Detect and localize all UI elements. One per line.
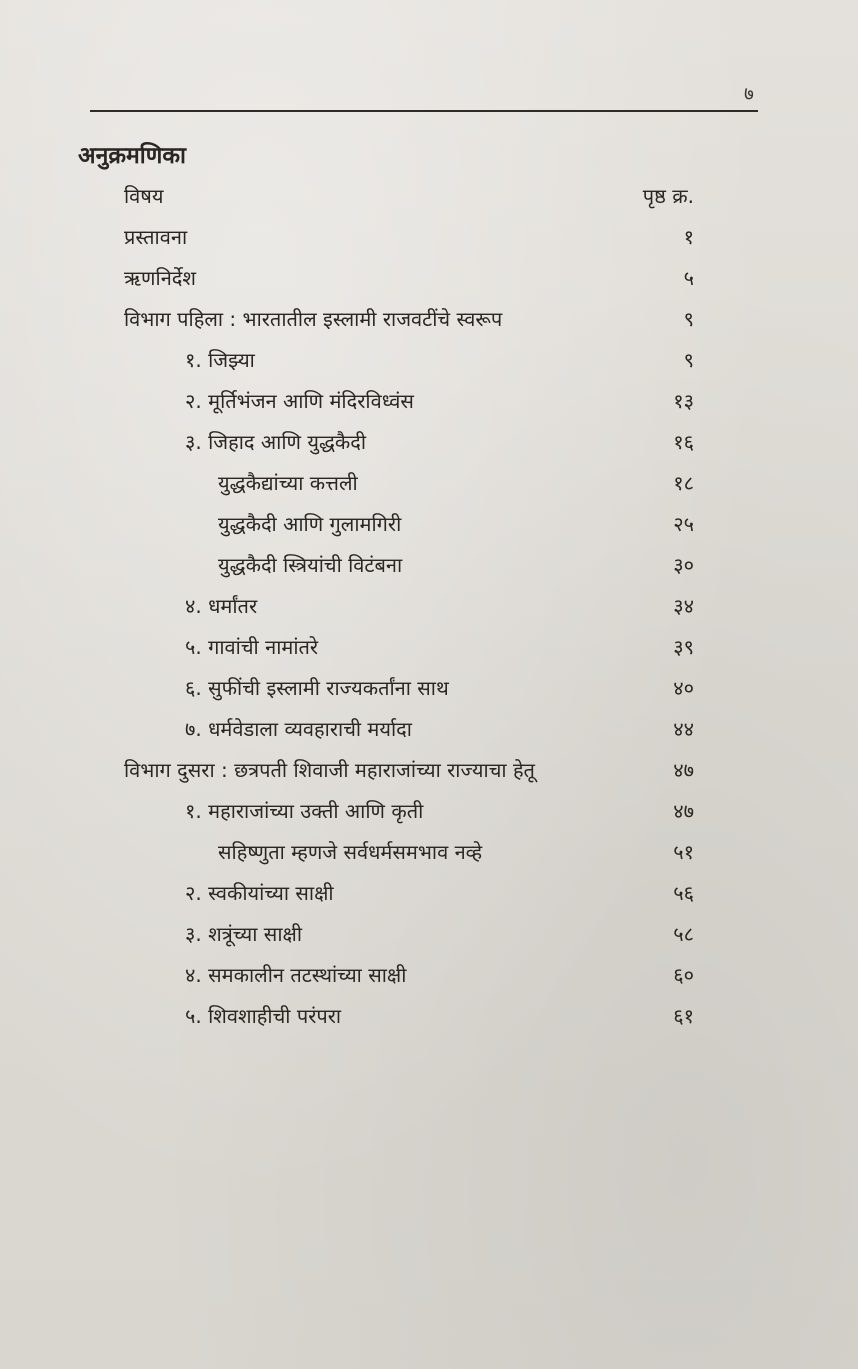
page-number: ७ [744,83,754,105]
toc-entry-label: ४. धर्मांतर [185,594,258,618]
toc-entry-label: १. जिझ्या [185,348,255,372]
toc-entry [0,914,858,955]
toc-entry-page: ४७ [673,799,694,823]
toc-entry-label: ३. जिहाद आणि युद्धकैदी [185,430,367,454]
toc-entry-page: ४४ [673,717,694,741]
toc-entry-page: ४७ [673,758,694,782]
header-rule [90,110,758,112]
toc-entry-page: ५ [683,266,694,290]
toc-entry-page: ६० [673,963,694,987]
toc-entry-label: ३. शत्रूंच्या साक्षी [185,922,303,946]
toc-entry-label: ४. समकालीन तटस्थांच्या साक्षी [185,963,407,987]
toc-entry-label: सहिष्णुता म्हणजे सर्वधर्मसमभाव नव्हे [218,840,483,864]
toc-entry-page: ५१ [673,840,694,864]
toc-entry [0,586,858,627]
toc-subentry [0,832,858,873]
toc-entry-label: प्रस्तावना [124,225,188,249]
table-of-contents [0,176,858,1037]
toc-entry-label: २. स्वकीयांच्या साक्षी [185,881,334,905]
toc-entry-label: ७. धर्मवेडाला व्यवहाराची मर्यादा [185,717,412,741]
toc-title: अनुक्रमणिका [78,143,186,169]
column-subject-label: विषय [124,184,164,208]
toc-entry-page: २५ [673,512,694,536]
toc-entry [0,668,858,709]
toc-entry [0,422,858,463]
toc-entry-label: ऋणनिर्देश [124,266,197,290]
toc-column-header [0,176,858,217]
toc-entry [0,381,858,422]
column-page-label: पृष्ठ क्र. [642,184,694,208]
toc-entry-page: ३९ [673,635,694,659]
toc-entry-page: ५६ [673,881,694,905]
toc-entry-label: विभाग दुसरा : छत्रपती शिवाजी महाराजांच्या राज्याचा हेतू [124,758,535,782]
toc-subentry [0,504,858,545]
toc-entry [0,340,858,381]
toc-entry-page: १ [683,225,694,249]
toc-entry-page: ६१ [673,1004,694,1028]
toc-entry [0,955,858,996]
toc-entry-page: १३ [673,389,694,413]
toc-subentry [0,463,858,504]
toc-entry-page: ३४ [673,594,694,618]
toc-entry-label: विभाग पहिला : भारतातील इस्लामी राजवटींचे स्वरूप [124,307,503,331]
toc-entry-label: युद्धकैदी स्त्रियांची विटंबना [218,553,403,577]
toc-entry [0,217,858,258]
toc-entry [0,258,858,299]
toc-entry-page: १८ [673,471,694,495]
toc-entry-label: ५. गावांची नामांतरे [185,635,319,659]
toc-entry-page: ९ [683,307,694,331]
toc-entry-label: ५. शिवशाहीची परंपरा [185,1004,342,1028]
toc-entry-page: ५८ [673,922,694,946]
toc-entry-label: २. मूर्तिभंजन आणि मंदिरविध्वंस [185,389,414,413]
toc-section-heading [0,299,858,340]
toc-entry-label: ६. सुफींची इस्लामी राज्यकर्तांना साथ [185,676,449,700]
toc-entry-page: ३० [673,553,694,577]
toc-entry-page: १६ [673,430,694,454]
toc-entry [0,791,858,832]
toc-subentry [0,545,858,586]
toc-entry [0,709,858,750]
toc-entry-label: १. महाराजांच्या उक्ती आणि कृती [185,799,424,823]
toc-entry [0,873,858,914]
toc-entry-page: ४० [673,676,694,700]
toc-entry [0,627,858,668]
toc-entry-label: युद्धकैदी आणि गुलामगिरी [218,512,402,536]
toc-entry-label: युद्धकैद्यांच्या कत्तली [218,471,358,495]
toc-entry-page: ९ [683,348,694,372]
toc-section-heading [0,750,858,791]
toc-entry [0,996,858,1037]
